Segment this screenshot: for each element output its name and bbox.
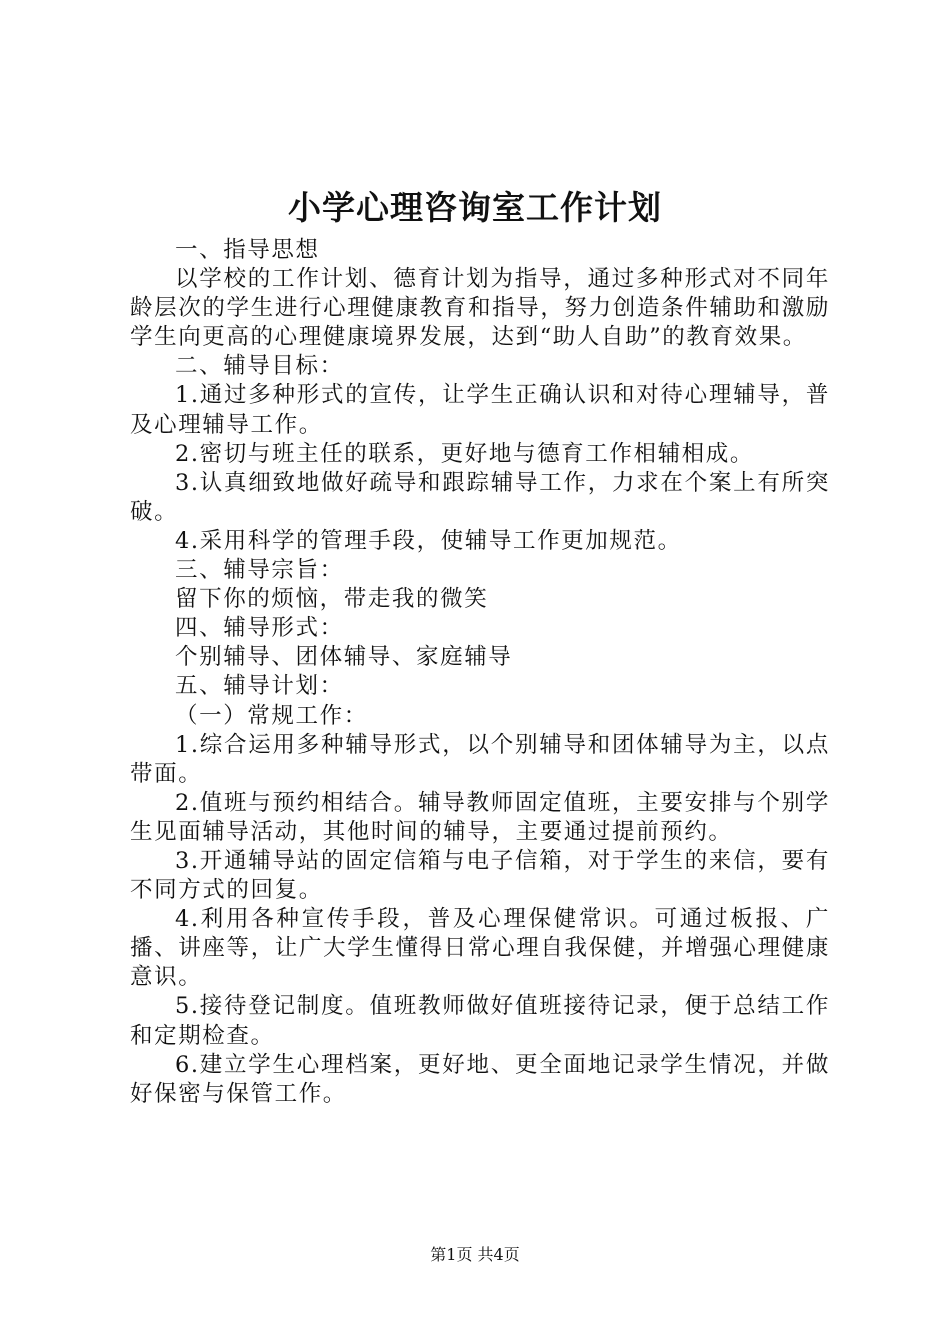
goal-item-2: 2.密切与班主任的联系，更好地与德育工作相辅相成。 (175, 440, 754, 467)
section-heading-counseling-forms: 四、辅导形式： (175, 615, 344, 642)
routine-item-5: 5.接待登记制度。值班教师做好值班接待记录，便于总结工作和定期检查。 (130, 993, 830, 1049)
routine-item-3: 3.开通辅导站的固定信箱与电子信箱，对于学生的来信，要有不同方式的回复。 (130, 847, 830, 904)
goal-item-3: 3.认真细致地做好疏导和跟踪辅导工作，力求在个案上有所突破。 (130, 469, 830, 525)
document-body (130, 236, 830, 1109)
section-heading-counseling-purpose: 三、辅导宗旨： (175, 557, 344, 584)
goal-item-4: 4.采用科学的管理手段，使辅导工作更加规范。 (175, 527, 682, 554)
section-heading-counseling-goals: 二、辅导目标： (175, 353, 344, 380)
routine-item-6: 6.建立学生心理档案，更好地、更全面地记录学生情况，并做好保密与保管工作。 (130, 1051, 830, 1107)
goal-item-1: 1.通过多种形式的宣传，让学生正确认识和对待心理辅导，普及心理辅导工作。 (130, 382, 830, 438)
subsection-heading-routine-work: （一）常规工作： (175, 702, 368, 729)
page-number-footer: 第1页 共4页 (430, 1245, 520, 1264)
paragraph-guiding-ideology: 以学校的工作计划、德育计划为指导，通过多种形式对不同年龄层次的学生进行心理健康教育和指导，努力创造条件辅助和激励学生向更高的心理健康境界发展，达到“助人自助”的教育效果。 (130, 266, 830, 351)
document-title: 小学心理咨询室工作计划 (288, 188, 662, 227)
routine-item-4: 4.利用各种宣传手段，普及心理保健常识。可通过板报、广播、讲座等，让广大学生懂得日常心理自我保健，并增强心理健康意识。 (130, 906, 830, 991)
paragraph-counseling-forms: 个别辅导、团体辅导、家庭辅导 (175, 644, 513, 671)
routine-item-2: 2.值班与预约相结合。辅导教师固定值班，主要安排与个别学生见面辅导活动，其他时间的辅导，主要通过提前预约。 (130, 789, 830, 845)
paragraph-counseling-purpose: 留下你的烦恼，带走我的微笑 (175, 586, 489, 613)
routine-item-1: 1.综合运用多种辅导形式，以个别辅导和团体辅导为主，以点带面。 (130, 731, 830, 787)
section-heading-counseling-plan: 五、辅导计划： (175, 673, 344, 700)
section-heading-guiding-ideology: 一、指导思想 (175, 237, 320, 263)
